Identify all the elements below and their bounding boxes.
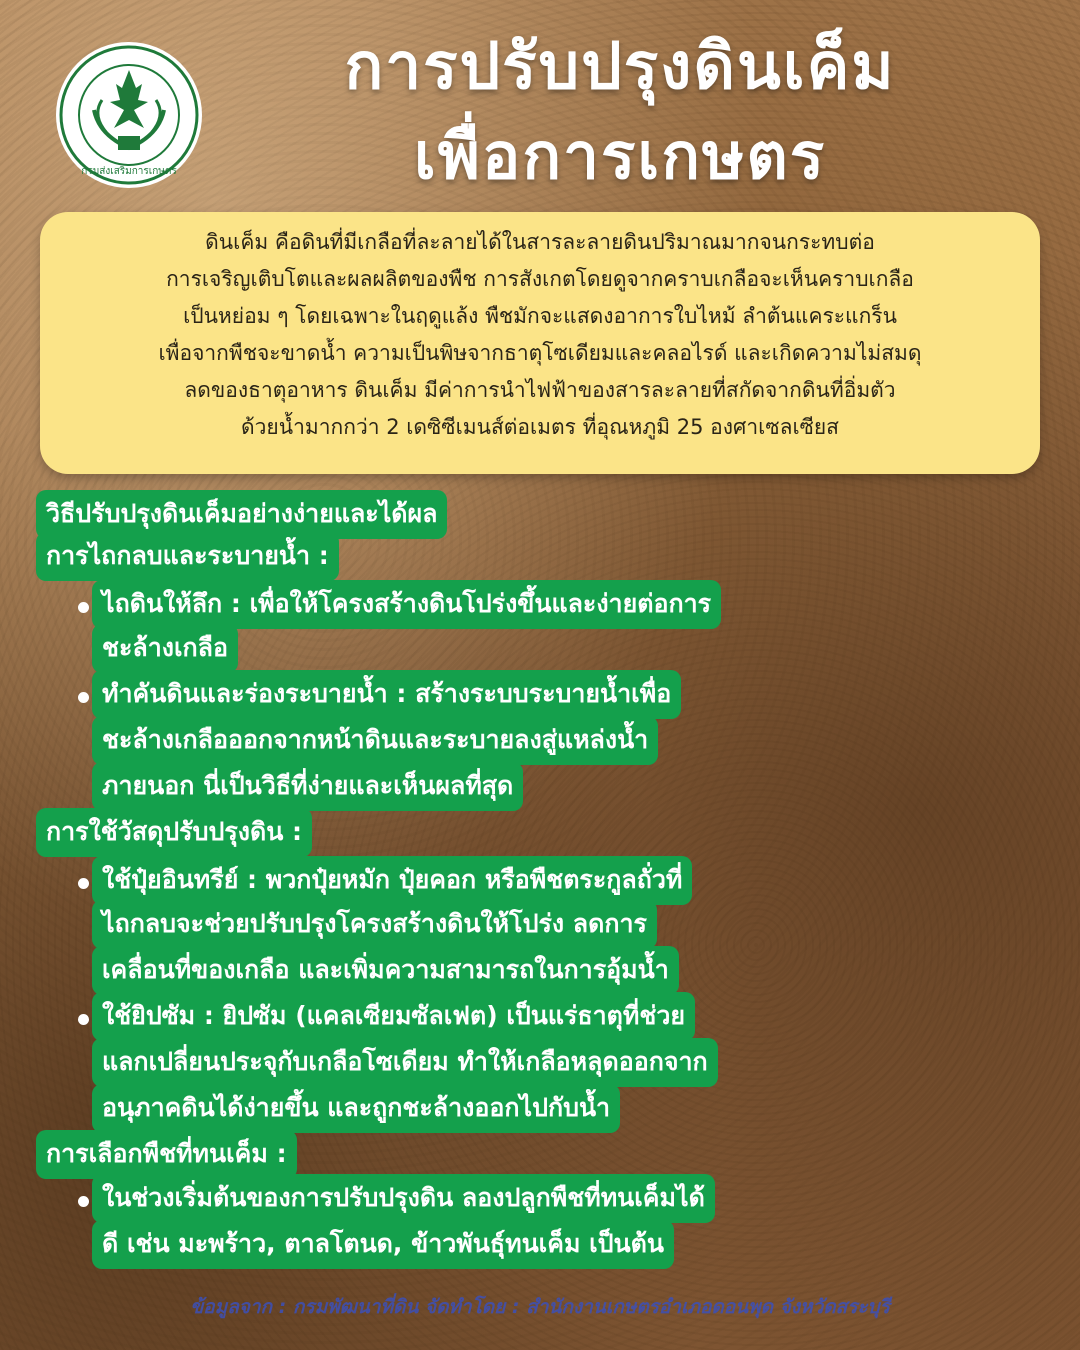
bullet-dot bbox=[78, 1014, 89, 1025]
intro-line: การเจริญเติบโตและผลผลิตของพืช การสังเกตโดยดูจากคราบเกลือจะเห็นคราบเกลือ bbox=[166, 267, 914, 291]
intro-line: ลดของธาตุอาหาร ดินเค็ม มีค่าการนำไฟฟ้าของสารละลายที่สกัดจากดินที่อิ่มตัว bbox=[184, 378, 896, 402]
methods-heading: วิธีปรับปรุงดินเค็มอย่างง่ายและได้ผล bbox=[36, 490, 447, 539]
section-title-drainage: การไถกลบและระบายน้ำ : bbox=[36, 532, 339, 581]
logo-text: กรมส่งเสริมการเกษตร bbox=[81, 166, 177, 177]
bullet-line: ชะล้างเกลือ bbox=[92, 624, 238, 673]
bullet-dot bbox=[78, 1196, 89, 1207]
bullet-line: เคลื่อนที่ของเกลือ และเพิ่มความสามารถในการอุ้มน้ำ bbox=[92, 946, 679, 995]
bullet-line: อนุภาคดินได้ง่ายขึ้น และถูกชะล้างออกไปกับน้ำ bbox=[92, 1084, 620, 1133]
bullet-line: ในช่วงเริ่มต้นของการปรับปรุงดิน ลองปลูกพืชที่ทนเค็มได้ bbox=[92, 1174, 715, 1223]
bullet-line: ไถดินให้ลึก : เพื่อให้โครงสร้างดินโปร่งขึ้นและง่ายต่อการ bbox=[92, 580, 721, 629]
bullet-line: แลกเปลี่ยนประจุกับเกลือโซเดียม ทำให้เกลือหลุดออกจาก bbox=[92, 1038, 718, 1087]
bullet-dot bbox=[78, 692, 89, 703]
bullet-line: ไถกลบจะช่วยปรับปรุงโครงสร้างดินให้โปร่ง ลดการ bbox=[92, 900, 657, 949]
bullet-line: ใช้ยิปซัม : ยิปซัม (แคลเซียมซัลเฟต) เป็นแร่ธาตุที่ช่วย bbox=[92, 992, 695, 1041]
bullet-dot bbox=[78, 878, 89, 889]
intro-box bbox=[40, 212, 1040, 474]
footer-credit: ข้อมูลจาก : กรมพัฒนาที่ดิน จัดทำโดย : สำนักงานเกษตรอำเภอดอนพุด จังหวัดสระบุรี bbox=[190, 1296, 890, 1318]
title-line-2: เพื่อการเกษตร bbox=[413, 120, 827, 194]
bullet-line: ทำคันดินและร่องระบายน้ำ : สร้างระบบระบายน้ำเพื่อ bbox=[92, 670, 681, 719]
bullet-line: ใช้ปุ๋ยอินทรีย์ : พวกปุ๋ยหมัก ปุ๋ยคอก หรือพืชตระกูลถั่วที่ bbox=[92, 856, 692, 905]
bullet-dot bbox=[78, 602, 89, 613]
bullet-line: ดี เช่น มะพร้าว, ตาลโตนด, ข้าวพันธุ์ทนเค็ม เป็นต้น bbox=[92, 1220, 674, 1269]
intro-line: ดินเค็ม คือดินที่มีเกลือที่ละลายได้ในสารละลายดินปริมาณมากจนกระทบต่อ bbox=[205, 230, 875, 254]
department-logo bbox=[54, 40, 204, 190]
section-title-amendments: การใช้วัสดุปรับปรุงดิน : bbox=[36, 808, 312, 857]
bullet-line: ชะล้างเกลือออกจากหน้าดินและระบายลงสู่แหล่งน้ำ bbox=[92, 716, 658, 765]
intro-line: เป็นหย่อม ๆ โดยเฉพาะในฤดูแล้ง พืชมักจะแสดงอาการใบไหม้ ลำต้นแคระแกร็น bbox=[183, 304, 897, 328]
intro-line: ด้วยน้ำมากกว่า 2 เดซิซีเมนส์ต่อเมตร ที่อุณหภูมิ 25 องศาเซลเซียส bbox=[241, 415, 839, 439]
bullet-line: ภายนอก นี่เป็นวิธีที่ง่ายและเห็นผลที่สุด bbox=[92, 762, 523, 811]
intro-line: เพื่อจากพืชจะขาดน้ำ ความเป็นพิษจากธาตุโซเดียมและคลอไรด์ และเกิดความไม่สมดุ bbox=[158, 341, 922, 365]
section-title-tolerant-plants: การเลือกพืชที่ทนเค็ม : bbox=[36, 1130, 297, 1179]
title-line-1: การปรับปรุงดินเค็ม bbox=[344, 30, 896, 104]
